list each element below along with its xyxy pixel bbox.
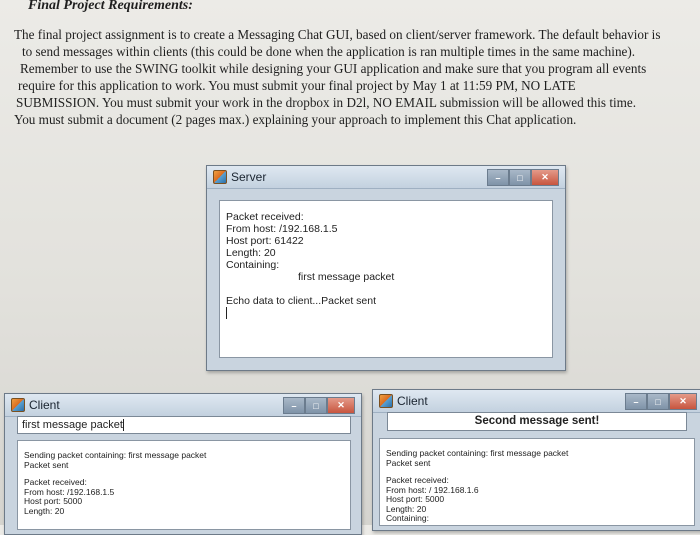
log-line: Host port: 61422	[226, 235, 304, 247]
java-app-icon	[11, 398, 25, 412]
log-line: Packet received:	[386, 475, 449, 485]
message-input[interactable]	[387, 412, 687, 431]
paragraph-line: You must submit a document (2 pages max.) explaining your approach to implement this Chat application.	[14, 112, 577, 127]
maximize-icon[interactable]: □	[647, 393, 669, 410]
message-input-value: first message packet	[22, 419, 123, 431]
log-line: Containing:	[226, 259, 280, 271]
log-line: Packet received:	[24, 477, 87, 487]
java-app-icon	[213, 170, 227, 184]
message-input-value: Second message sent!	[474, 415, 600, 427]
text-caret	[226, 307, 227, 319]
window-title: Server	[231, 170, 267, 184]
message-input[interactable]	[17, 416, 351, 434]
paragraph-line: The final project assignment is to create a Messaging Chat GUI, based on client/server framework. The default behavior is	[14, 27, 661, 42]
log-line: Length: 20	[386, 503, 427, 514]
requirements-paragraph	[14, 26, 696, 128]
window-title: Client	[397, 394, 428, 408]
text-caret	[123, 419, 124, 431]
client-log-area[interactable]	[17, 440, 351, 530]
client-titlebar[interactable]	[373, 390, 700, 413]
log-line: Packet sent	[24, 459, 69, 470]
maximize-icon[interactable]: □	[305, 397, 327, 414]
log-line: Packet sent	[386, 457, 431, 468]
window-title: Client	[29, 398, 60, 412]
maximize-icon[interactable]: □	[509, 169, 531, 186]
log-line: Sending packet containing: first message packet	[24, 450, 207, 460]
server-window	[206, 165, 566, 371]
log-line: From host: / 192.168.1.6	[386, 484, 479, 495]
server-log-area[interactable]	[219, 200, 553, 358]
client-titlebar[interactable]	[5, 394, 361, 417]
close-icon[interactable]: ✕	[327, 397, 355, 414]
log-line: Length: 20	[24, 505, 65, 516]
paragraph-line: Remember to use the SWING toolkit while designing your GUI application and make sure that you program all events	[20, 61, 647, 76]
minimize-icon[interactable]: –	[625, 393, 647, 410]
java-app-icon	[379, 394, 393, 408]
client-window-2	[372, 389, 700, 531]
log-line: Host port: 5000	[386, 494, 445, 504]
close-icon[interactable]: ✕	[531, 169, 559, 186]
log-line: Echo data to client...Packet sent	[226, 295, 377, 307]
window-controls	[283, 397, 355, 412]
window-controls	[625, 393, 697, 408]
log-line: Length: 20	[226, 247, 276, 259]
window-controls	[487, 169, 559, 184]
log-line: Sending packet containing: first message packet	[386, 448, 569, 458]
server-titlebar[interactable]	[207, 166, 565, 189]
client-window-1	[4, 393, 362, 535]
log-line: Containing:	[386, 513, 430, 523]
log-line: Packet received:	[226, 211, 304, 223]
client-log-area[interactable]	[379, 438, 695, 526]
paragraph-line: to send messages within clients (this could be done when the application is ran multiple times in the same machine).	[22, 44, 636, 59]
log-line: From host: /192.168.1.5	[226, 223, 338, 235]
document-heading: Final Project Requirements:	[28, 0, 193, 13]
log-line: From host: /192.168.1.5	[24, 486, 115, 497]
close-icon[interactable]: ✕	[669, 393, 697, 410]
minimize-icon[interactable]: –	[487, 169, 509, 186]
paragraph-line: require for this application to work. You must submit your final project by May 1 at 11:59 PM, NO LATE	[18, 78, 576, 93]
paragraph-line: SUBMISSION. You must submit your work in the dropbox in D2l, NO EMAIL submission will be allowed this time.	[16, 95, 637, 110]
log-line: first message packet	[298, 271, 395, 283]
log-line: Host port: 5000	[24, 496, 83, 506]
minimize-icon[interactable]: –	[283, 397, 305, 414]
